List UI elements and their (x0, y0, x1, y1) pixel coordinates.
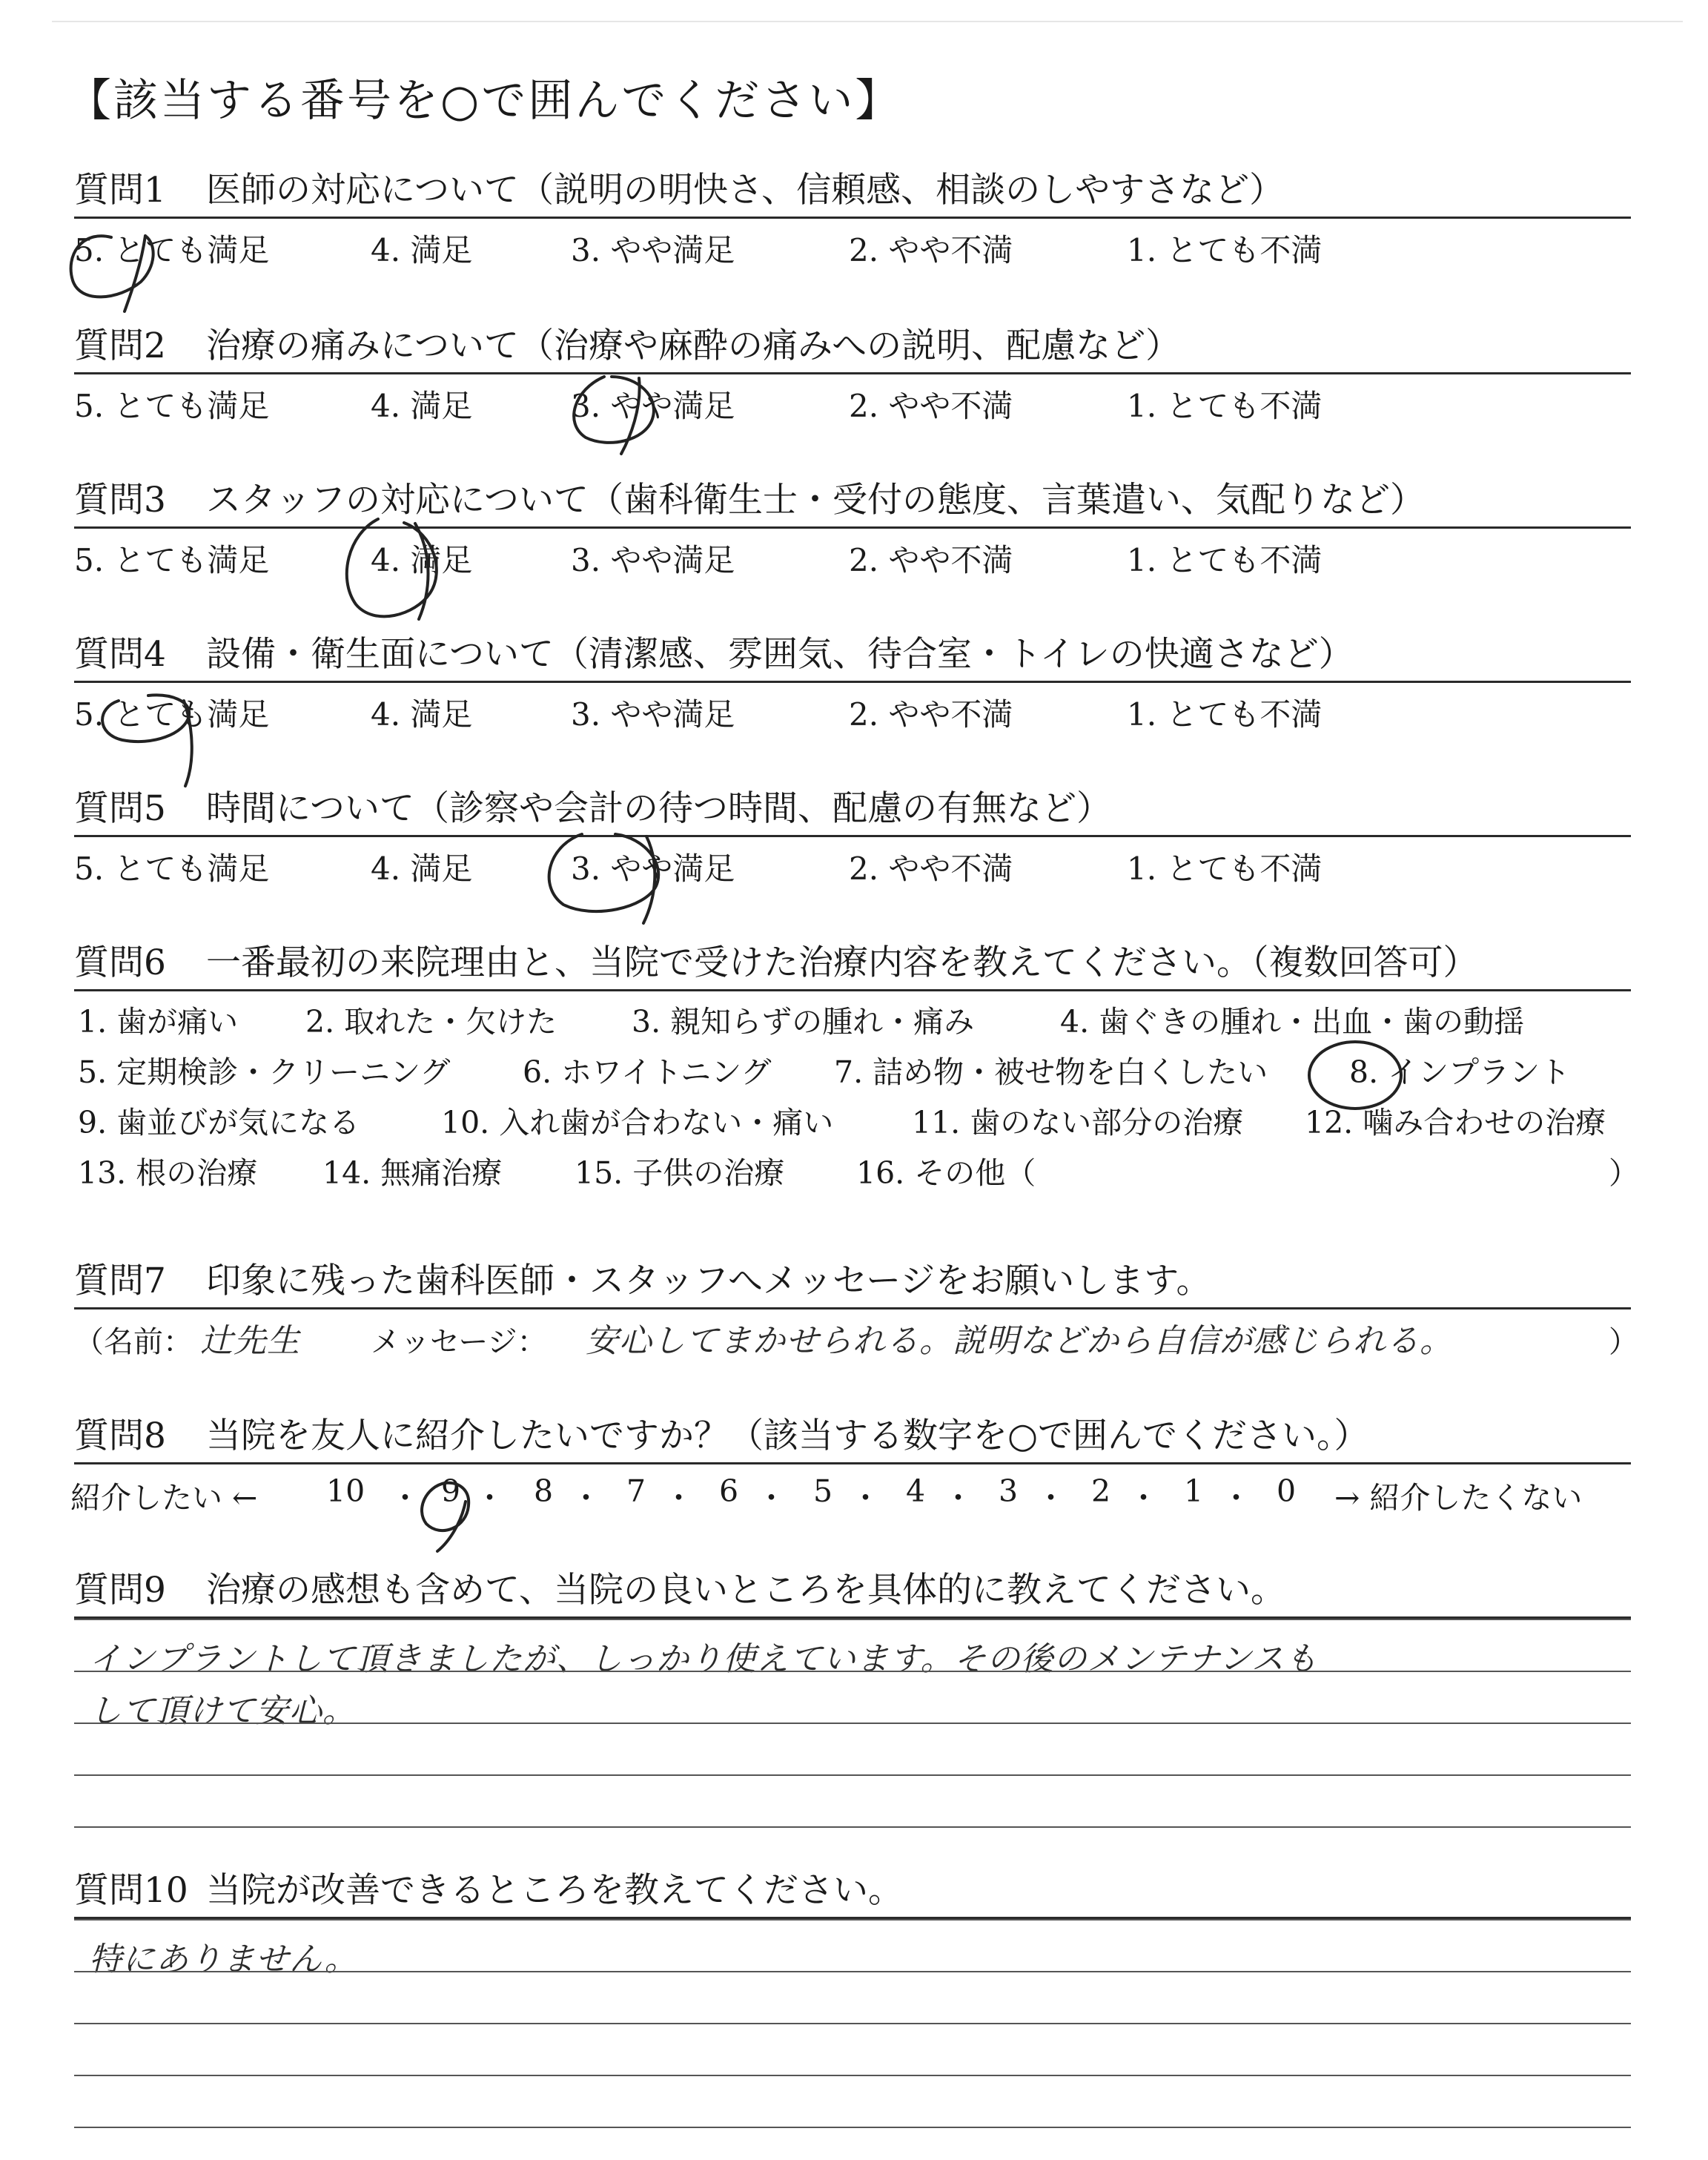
scale-right-label: → 紹介したくない (1334, 1480, 1583, 1516)
question-4-options (74, 683, 1631, 735)
form-header: 【該当する番号を○で囲んでください】 (67, 75, 902, 127)
question-7-header (74, 1255, 1631, 1309)
answer-rule (74, 1671, 1631, 1672)
answer-rule (74, 2075, 1631, 2076)
scale-dot: ・ (1221, 1480, 1251, 1516)
scale-1[interactable]: 1 (1184, 1473, 1204, 1509)
scale-dot: ・ (571, 1480, 601, 1516)
question-2-text: 治療の痛みについて（治療や麻酔の痛みへの説明、配慮など） (206, 326, 1181, 366)
reason-5[interactable]: 5. 定期検診・クリーニング (78, 1054, 451, 1090)
question-9-text: 治療の感想も含めて、当院の良いところを具体的に教えてください。 (206, 1570, 1286, 1611)
question-6-reasons (74, 991, 1639, 1206)
question-4-text: 設備・衛生面について（清潔感、雰囲気、待合室・トイレの快適さなど） (206, 634, 1354, 675)
question-4 (74, 629, 1631, 735)
question-8-number: 質問8 (74, 1416, 166, 1456)
message-label: メッセージ： (371, 1325, 547, 1359)
answer-rule (74, 1774, 1631, 1776)
option-3[interactable]: 3. やや満足 (571, 696, 735, 733)
reason-12[interactable]: 12. 噛み合わせの治療 (1305, 1105, 1606, 1140)
question-8 (70, 1410, 1631, 1516)
question-5 (74, 783, 1631, 889)
question-3-text: スタッフの対応について（歯科衛生士・受付の態度、言葉遣い、気配りなど） (206, 480, 1426, 521)
scale-5[interactable]: 5 (813, 1473, 833, 1509)
scale-3[interactable]: 3 (999, 1473, 1019, 1509)
question-6-text: 一番最初の来院理由と、当院で受けた治療内容を教えてください。（複数回答可） (206, 942, 1478, 983)
reason-6[interactable]: 6. ホワイトニング (523, 1054, 772, 1090)
question-9-number: 質問9 (74, 1570, 166, 1611)
question-9 (74, 1565, 1631, 1849)
question-5-header (74, 783, 1631, 837)
option-1[interactable]: 1. とても不満 (1127, 851, 1323, 887)
answer-rule (74, 1919, 1631, 1920)
answer-rule (74, 1723, 1631, 1724)
option-5[interactable]: 5. とても満足 (74, 542, 270, 578)
option-5[interactable]: 5. とても満足 (74, 851, 270, 887)
reason-16[interactable]: 16. その他（ (856, 1155, 1036, 1191)
option-1[interactable]: 1. とても不満 (1127, 542, 1323, 578)
question-1-header (74, 165, 1631, 219)
scale-10[interactable]: 10 (326, 1473, 365, 1509)
question-1-text: 医師の対応について（説明の明快さ、信頼感、相談のしやすさなど） (206, 170, 1285, 211)
answer-line-2: して頂けて安心。 (89, 1692, 356, 1730)
scale-dot: ・ (943, 1480, 973, 1516)
option-2[interactable]: 2. やや不満 (849, 388, 1013, 424)
question-3-header (74, 475, 1631, 529)
top-divider (52, 21, 1683, 22)
question-7-message-line (74, 1309, 1638, 1361)
question-2-options (74, 374, 1631, 426)
message-close: ） (1609, 1325, 1638, 1359)
reason-13[interactable]: 13. 根の治療 (78, 1155, 258, 1191)
reason-8[interactable]: 8. インプラント (1349, 1054, 1571, 1090)
scale-6[interactable]: 6 (719, 1473, 739, 1509)
scale-dot: ・ (474, 1480, 505, 1516)
option-1[interactable]: 1. とても不満 (1127, 696, 1323, 733)
reason-4[interactable]: 4. 歯ぐきの腫れ・出血・歯の動揺 (1060, 1004, 1525, 1040)
answer-rule (74, 1619, 1631, 1620)
reason-9[interactable]: 9. 歯並びが気になる (78, 1105, 360, 1140)
name-value[interactable]: 辻先生 (200, 1322, 300, 1360)
question-8-text: 当院を友人に紹介したいですか？（該当する数字を○で囲んでください。） (206, 1416, 1369, 1456)
option-5[interactable]: 5. とても満足 (74, 232, 270, 268)
option-1[interactable]: 1. とても不満 (1127, 388, 1323, 424)
option-4[interactable]: 4. 満足 (371, 851, 473, 887)
question-1-options (74, 219, 1631, 271)
option-2[interactable]: 2. やや不満 (849, 232, 1013, 268)
option-4[interactable]: 4. 満足 (371, 696, 473, 733)
option-2[interactable]: 2. やや不満 (849, 696, 1013, 733)
question-7-text: 印象に残った歯科医師・スタッフへメッセージをお願いします。 (206, 1261, 1211, 1301)
scale-dot: ・ (663, 1480, 694, 1516)
reason-3[interactable]: 3. 親知らずの腫れ・痛み (632, 1004, 975, 1040)
question-1 (74, 165, 1631, 271)
reason-1[interactable]: 1. 歯が痛い (78, 1004, 239, 1040)
scale-dot: ・ (1128, 1480, 1159, 1516)
question-10-number: 質問10 (74, 1870, 188, 1911)
reason-16-close: ） (1609, 1155, 1639, 1191)
question-2-header (74, 320, 1631, 374)
reason-14[interactable]: 14. 無痛治療 (322, 1155, 503, 1191)
option-1[interactable]: 1. とても不満 (1127, 232, 1323, 268)
option-3[interactable]: 3. やや満足 (571, 851, 735, 887)
question-5-text: 時間について（診察や会計の待つ時間、配慮の有無など） (206, 788, 1112, 829)
option-3[interactable]: 3. やや満足 (571, 388, 735, 424)
scale-dot: ・ (390, 1480, 420, 1516)
scale-dot: ・ (850, 1480, 881, 1516)
scale-dot: ・ (756, 1480, 787, 1516)
question-6 (74, 937, 1639, 1206)
question-3-options (74, 529, 1631, 581)
scale-dot: ・ (1036, 1480, 1066, 1516)
reason-10[interactable]: 10. 入れ歯が合わない・痛い (441, 1105, 834, 1140)
message-value[interactable]: 安心してまかせられる。説明などから自信が感じられる。 (586, 1322, 1453, 1360)
answer-rule (74, 2023, 1631, 2024)
answer-rule (74, 1971, 1631, 1972)
answer-rule (74, 2127, 1631, 2128)
question-8-header (74, 1410, 1631, 1464)
option-4[interactable]: 4. 満足 (371, 542, 473, 578)
scale-8[interactable]: 8 (534, 1473, 554, 1509)
question-2 (74, 320, 1631, 426)
referral-scale (70, 1464, 1631, 1516)
answer-rule (74, 1826, 1631, 1828)
question-4-number: 質問4 (74, 634, 166, 675)
option-4[interactable]: 4. 満足 (371, 232, 473, 268)
question-1-number: 質問1 (74, 170, 166, 211)
option-3[interactable]: 3. やや満足 (571, 542, 735, 578)
name-label: （名前： (74, 1325, 193, 1359)
answer-line-1: 特にありません。 (89, 1941, 358, 1978)
reason-11[interactable]: 11. 歯のない部分の治療 (912, 1105, 1244, 1140)
question-3 (74, 475, 1631, 581)
question-6-number: 質問6 (74, 942, 166, 983)
reason-15[interactable]: 15. 子供の治療 (575, 1155, 785, 1191)
question-3-number: 質問3 (74, 480, 166, 521)
scale-9[interactable]: 9 (441, 1473, 461, 1509)
question-10-header (74, 1865, 1631, 1919)
question-5-number: 質問5 (74, 788, 166, 829)
reason-7[interactable]: 7. 詰め物・被せ物を白くしたい (834, 1054, 1268, 1090)
question-9-header (74, 1565, 1631, 1619)
question-5-options (74, 837, 1631, 889)
question-10-text: 当院が改善できるところを教えてください。 (206, 1870, 903, 1911)
scale-left-label: 紹介したい ← (70, 1480, 258, 1516)
question-7-number: 質問7 (74, 1261, 166, 1301)
scale-7[interactable]: 7 (626, 1473, 646, 1509)
scale-2[interactable]: 2 (1091, 1473, 1111, 1509)
option-5[interactable]: 5. とても満足 (74, 388, 270, 424)
scale-4[interactable]: 4 (906, 1473, 926, 1509)
option-2[interactable]: 2. やや不満 (849, 542, 1013, 578)
option-2[interactable]: 2. やや不満 (849, 851, 1013, 887)
question-10 (74, 1865, 1631, 2141)
scale-0[interactable]: 0 (1277, 1473, 1297, 1509)
option-4[interactable]: 4. 満足 (371, 388, 473, 424)
question-4-header (74, 629, 1631, 683)
option-5[interactable]: 5. とても満足 (74, 696, 270, 733)
question-7 (74, 1255, 1638, 1361)
question-10-answer-area[interactable] (74, 1919, 1631, 2141)
option-3[interactable]: 3. やや満足 (571, 232, 735, 268)
question-6-header (74, 937, 1631, 991)
question-2-number: 質問2 (74, 326, 166, 366)
question-9-answer-area[interactable] (74, 1619, 1631, 1849)
reason-2[interactable]: 2. 取れた・欠けた (305, 1004, 557, 1040)
answer-line-1: インプラントして頂きましたが、しっかり使えています。その後のメンテナンスも (89, 1640, 1318, 1678)
